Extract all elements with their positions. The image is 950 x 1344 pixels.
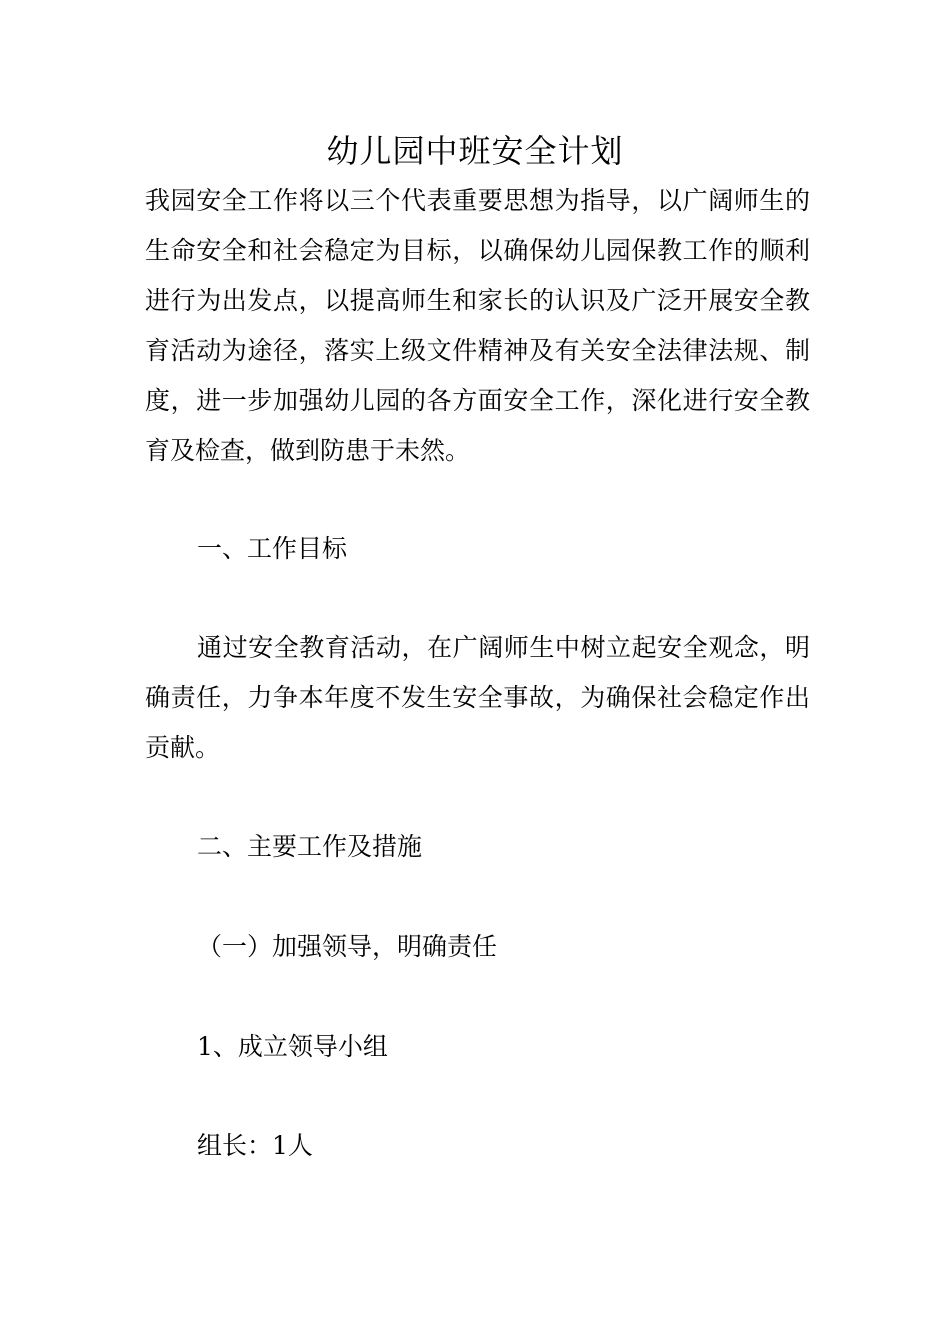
goals-paragraph: 通过安全教育活动，在广阔师生中树立起安全观念，明确责任，力争本年度不发生安全事故，为确保社会稳定作出贡献。 — [145, 633, 810, 762]
intro-paragraph: 我园安全工作将以三个代表重要思想为指导，以广阔师生的生命安全和社会稳定为目标，以确保幼儿园保教工作的顺利进行为出发点，以提高师生和家长的认识及广泛开展安全教育活动为途径，落实上级文件精神及有关安全法律法规、制度，进一步加强幼儿园的各方面安全工作，深化进行安全教育及检查，做到防患于未然。 — [145, 186, 810, 465]
section-heading-goals: 一、工作目标 — [197, 534, 348, 563]
item-heading-leadership-group: 1、成立领导小组 — [197, 1032, 388, 1061]
subsection-heading-leadership: （一）加强领导，明确责任 — [197, 932, 498, 961]
document-title: 幼儿园中班安全计划 — [326, 132, 624, 170]
section-heading-measures: 二、主要工作及措施 — [197, 832, 423, 861]
leader-line: 组长：1人 — [197, 1131, 313, 1160]
